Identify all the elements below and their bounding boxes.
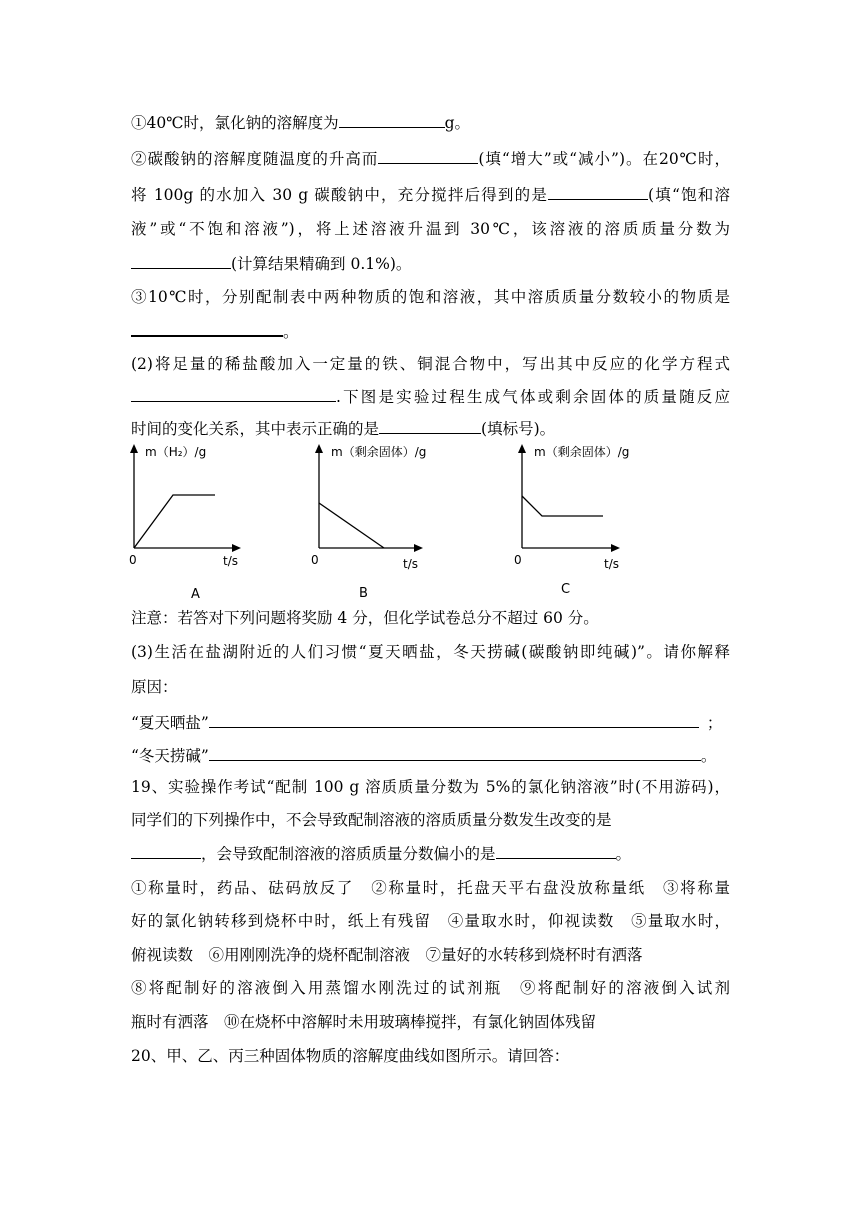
question-line: 液”或“不饱和溶液”)，将上述溶液升温到 30℃，该溶液的溶质质量分数为 [131, 220, 730, 238]
y-axis-label: m（剩余固体）/g [534, 445, 630, 459]
answer-blank[interactable] [131, 253, 231, 269]
question-line: 注意：若答对下列问题将奖励 4 分，但化学试卷总分不超过 60 分。 [131, 609, 599, 627]
x-axis-label: t/s [403, 557, 418, 571]
graph-b [311, 440, 471, 610]
question-line: 时间的变化关系，其中表示正确的是 (填标号)。 [131, 420, 556, 438]
x-axis-label: t/s [223, 554, 238, 568]
y-axis-label: m（剩余固体）/g [331, 445, 427, 459]
question-line: .下图是实验过程生成气体或剩余固体的质量随反应 [131, 386, 730, 407]
question-line: (3)生活在盐湖附近的人们习惯“夏天晒盐，冬天捞碱(碳酸钠即纯碱)”。请你解释 [131, 643, 730, 661]
graph-label: A [191, 587, 200, 602]
origin-label: 0 [129, 553, 137, 567]
answer-blank[interactable] [131, 386, 336, 402]
origin-label: 0 [514, 553, 522, 567]
question-line: 19、实验操作考试“配制 100 g 溶质质量分数为 5%的氯化钠溶液”时(不用游码)， [131, 778, 730, 796]
question-line: 好的氯化钠转移到烧杯中时，纸上有残留 ④量取水时，仰视读数 ⑤量取水时， [131, 912, 730, 930]
question-line: ①称量时，药品、砝码放反了 ②称量时，托盘天平右盘没放称量纸 ③将称量 [131, 879, 730, 897]
question-line: (2)将足量的稀盐酸加入一定量的铁、铜混合物中，写出其中反应的化学方程式 [131, 355, 730, 373]
question-line: ①40℃时，氯化钠的溶解度为 g。 [131, 114, 471, 132]
question-line: 同学们的下列操作中，不会导致配制溶液的溶质质量分数发生改变的是 [131, 811, 612, 829]
origin-label: 0 [311, 553, 319, 567]
question-line: 瓶时有洒落 ⑩在烧杯中溶解时未用玻璃棒搅拌，有氯化钠固体残留 [131, 1013, 597, 1031]
question-line: ，会导致配制溶液的溶质质量分数偏小的是 。 [131, 843, 730, 864]
question-line: 将 100g 的水加入 30 g 碳酸钠中，充分搅拌后得到的是 (填“饱和溶 [131, 186, 730, 204]
question-line: “夏天晒盐” ； [131, 714, 723, 732]
question-line: 原因： [131, 678, 178, 696]
answer-blank[interactable] [209, 712, 699, 728]
question-line: ③10℃时，分别配制表中两种物质的饱和溶液，其中溶质质量分数较小的物质是 [131, 288, 730, 306]
graph-a [125, 440, 255, 610]
question-line: 俯视读数 ⑥用刚刚洗净的烧杯配制溶液 ⑦量好的水转移到烧杯时有洒落 [131, 946, 643, 964]
question-line: 。 [131, 320, 730, 342]
question-line: ⑧将配制好的溶液倒入用蒸馏水刚洗过的试剂瓶 ⑨将配制好的溶液倒入试剂 [131, 979, 730, 997]
answer-blank[interactable] [339, 112, 445, 128]
answer-blank[interactable] [379, 418, 481, 434]
answer-blank[interactable] [131, 843, 201, 859]
answer-blank[interactable] [131, 320, 283, 337]
answer-blank[interactable] [548, 184, 648, 200]
graph-c [512, 440, 662, 610]
question-line: “冬天捞碱” 。 [131, 747, 717, 765]
answer-blank[interactable] [496, 843, 616, 859]
x-axis-label: t/s [604, 557, 619, 571]
graph-label: B [359, 586, 368, 601]
y-axis-label: m（H₂）/g [145, 445, 207, 459]
answer-blank[interactable] [378, 148, 478, 164]
question-line: ②碳酸钠的溶解度随温度的升高而 (填“增大”或“减小”)。在20℃时， [131, 150, 730, 168]
graph-label: C [561, 582, 571, 597]
answer-blank[interactable] [209, 745, 701, 761]
question-line: (计算结果精确到 0.1%)。 [131, 253, 730, 274]
question-line: 20、甲、乙、丙三种固体物质的溶解度曲线如图所示。请回答： [131, 1047, 570, 1065]
